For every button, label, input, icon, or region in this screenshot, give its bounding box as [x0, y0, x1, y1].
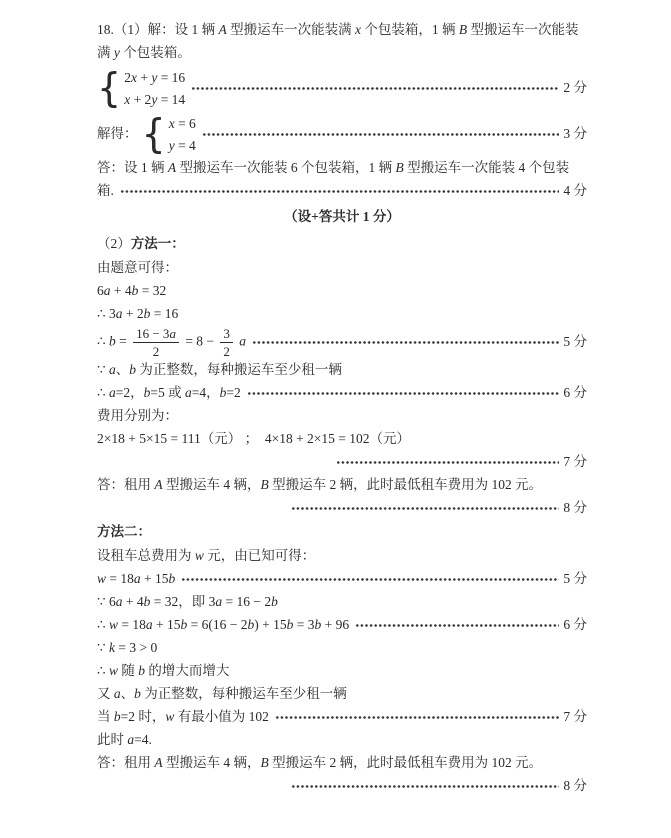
math-variable: x	[130, 69, 137, 85]
text-run: = 16 − 2	[222, 594, 272, 610]
dotted-leader	[181, 573, 559, 586]
text-run: 方法一：	[130, 236, 185, 252]
text-run: （2）	[97, 236, 131, 252]
leader-indent	[97, 786, 285, 787]
math-content	[97, 306, 178, 323]
text-run: 3	[223, 325, 230, 341]
text-line	[97, 706, 587, 729]
math-variable: a	[103, 283, 111, 299]
equation-line	[124, 67, 185, 88]
text-run: 2×18 + 5×15 = 111（元） ； 4×18 + 2×15 = 102（元）	[97, 431, 411, 447]
system-brace: {	[141, 110, 166, 158]
text-run: ) + 15	[254, 617, 287, 633]
math-variable: x	[124, 91, 131, 107]
text-content	[97, 548, 315, 565]
text-run: 当	[97, 709, 114, 725]
heading-title	[97, 524, 151, 539]
text-run: + 96	[321, 617, 350, 633]
text-run: = 8 −	[181, 333, 218, 349]
math-variable: a	[184, 385, 192, 401]
math-variable: b	[113, 709, 121, 725]
math-line	[97, 382, 587, 405]
system-equations	[124, 67, 185, 110]
text-line	[97, 752, 587, 775]
text-run: 、	[120, 686, 135, 702]
text-run: 型搬运车 2 辆，此时最低租车费用为 102 元。	[268, 755, 543, 771]
fraction	[220, 327, 233, 358]
math-variable: b	[168, 571, 176, 587]
math-variable: k	[108, 640, 115, 656]
dotted-leader	[291, 780, 559, 793]
math-variable: b	[131, 283, 139, 299]
text-run: = 16	[157, 69, 186, 85]
math-variable: w	[108, 663, 118, 679]
text-run: + 2	[130, 91, 152, 107]
text-run: （设+答共计 1 分）	[284, 209, 400, 225]
leader-indent	[97, 508, 285, 509]
text-run: 18.（1）解：设 1 辆	[97, 22, 219, 38]
text-line	[97, 683, 587, 706]
math-content	[97, 283, 166, 300]
system-label	[97, 126, 138, 143]
text-run: ∴ 3	[97, 306, 116, 322]
math-variable: y	[168, 137, 175, 153]
math-variable: b	[271, 594, 278, 610]
heading-title	[131, 236, 185, 251]
text-run: + 4	[110, 283, 132, 299]
text-content	[97, 260, 178, 277]
text-run: + 15	[152, 617, 181, 633]
math-variable: B	[458, 22, 468, 38]
math-content	[97, 594, 278, 611]
text-line	[97, 405, 587, 428]
math-content	[97, 640, 157, 657]
dotted-leader	[252, 336, 559, 349]
text-run: 又	[97, 686, 114, 702]
text-run: 费用分别为：	[97, 408, 178, 424]
text-run: 为正整数，每种搬运车至少租一辆	[140, 686, 347, 702]
heading-content	[97, 236, 185, 253]
text-run: ∵	[97, 640, 109, 656]
math-variable: b	[143, 594, 151, 610]
heading-content	[97, 524, 151, 541]
text-content	[97, 408, 178, 425]
text-line	[97, 729, 587, 752]
equation-line	[169, 113, 196, 134]
text-line	[97, 42, 587, 65]
math-variable: b	[129, 362, 136, 378]
math-line	[97, 359, 587, 382]
math-variable: A	[154, 477, 163, 493]
text-run: + 15	[140, 571, 169, 587]
text-run: 解得：	[97, 125, 138, 141]
math-variable: x	[355, 22, 361, 38]
text-run: ∴	[97, 385, 109, 401]
math-variable: x	[168, 115, 175, 131]
math-variable: w	[194, 548, 204, 564]
equation-system	[97, 65, 587, 111]
text-run: =4，	[191, 385, 220, 401]
text-run: 答：租用	[97, 477, 155, 493]
text-run: 2	[124, 69, 131, 85]
text-run: 2	[223, 343, 230, 359]
text-run: ∴	[97, 617, 109, 633]
text-run: 16 − 3	[136, 325, 170, 341]
score-label: 4 分	[563, 183, 587, 199]
dotted-leader	[247, 387, 560, 400]
math-variable: a	[133, 571, 141, 587]
dotted-leader	[291, 502, 559, 515]
text-run: 满	[97, 45, 114, 61]
system-equations	[169, 113, 196, 156]
method-heading	[97, 520, 587, 545]
text-run: 2	[152, 343, 160, 359]
text-content	[97, 160, 569, 177]
text-content	[97, 755, 542, 772]
text-content	[97, 732, 152, 749]
text-run: = 6(16 − 2	[187, 617, 248, 633]
text-run: = 6	[174, 115, 196, 131]
text-line	[97, 180, 587, 203]
score-label: 5 分	[563, 571, 587, 587]
score-leader-line	[97, 497, 587, 520]
text-run: = 18	[117, 617, 146, 633]
text-run: 元，由已知可得：	[203, 548, 316, 564]
method-heading	[97, 232, 587, 257]
text-run: 答：租用	[97, 755, 155, 771]
text-run: = 3	[293, 617, 315, 633]
score-label: 8 分	[563, 778, 587, 794]
math-content	[97, 431, 410, 448]
math-content	[97, 617, 349, 634]
text-run: 个包装箱。	[119, 45, 191, 61]
fraction-denominator	[223, 343, 230, 358]
math-variable: b	[138, 663, 145, 679]
math-variable: b	[143, 385, 151, 401]
math-line	[97, 637, 587, 660]
text-run: 型搬运车 2 辆，此时最低租车费用为 102 元。	[268, 477, 543, 493]
math-content	[97, 571, 175, 588]
text-run: ∴	[97, 333, 109, 349]
math-line	[97, 591, 587, 614]
dotted-leader	[120, 185, 560, 198]
equation-line	[124, 89, 185, 110]
math-variable: b	[180, 617, 188, 633]
math-content	[97, 327, 246, 358]
leader-indent	[97, 462, 330, 463]
math-variable: a	[108, 385, 116, 401]
math-variable: y	[151, 91, 158, 107]
math-variable: a	[115, 306, 123, 322]
math-variable: A	[154, 755, 163, 771]
math-line	[97, 660, 587, 683]
text-run: ∴	[97, 663, 109, 679]
math-variable: b	[108, 333, 116, 349]
math-variable: a	[239, 333, 247, 349]
text-run: =2，	[115, 385, 144, 401]
math-content	[97, 362, 342, 379]
math-variable: A	[218, 22, 227, 38]
math-content	[97, 663, 229, 680]
note-text	[284, 209, 400, 226]
fraction-numerator	[133, 327, 179, 343]
math-variable: A	[167, 160, 177, 176]
text-content	[97, 45, 191, 62]
text-run: = 3 > 0	[114, 640, 158, 656]
math-variable: a	[215, 594, 223, 610]
heading-prefix	[97, 236, 131, 251]
math-variable: b	[286, 617, 294, 633]
math-line	[97, 280, 587, 303]
dotted-leader	[191, 82, 559, 95]
text-run: ∵ 6	[97, 594, 116, 610]
text-run: +	[136, 69, 152, 85]
text-line	[97, 19, 587, 42]
equation-system	[97, 111, 587, 157]
math-variable: y	[151, 69, 158, 85]
math-content	[97, 385, 241, 402]
text-run: + 2	[122, 306, 144, 322]
text-run: 有最小值为 102	[174, 709, 269, 725]
text-run: = 18	[106, 571, 134, 587]
text-line	[97, 157, 587, 180]
math-variable: a	[115, 594, 123, 610]
score-label: 2 分	[563, 79, 587, 95]
text-run: = 32，即 3	[150, 594, 216, 610]
text-run: 此时	[97, 732, 128, 748]
text-run: 、	[115, 362, 130, 378]
math-line	[97, 614, 587, 637]
text-run: =	[115, 333, 131, 349]
system-brace: {	[97, 64, 122, 112]
math-variable: b	[219, 385, 227, 401]
text-run: 的增大而增大	[144, 663, 230, 679]
text-run: 型搬运车一次能装满	[226, 22, 355, 38]
score-label: 7 分	[563, 709, 587, 725]
text-content	[97, 183, 114, 200]
math-variable: B	[395, 160, 404, 176]
math-line	[97, 326, 587, 359]
fraction-numerator	[220, 327, 233, 343]
math-variable: B	[260, 755, 269, 771]
text-run: 个包装箱，1 辆	[361, 22, 459, 38]
math-variable: b	[134, 686, 141, 702]
text-run: 方法二：	[97, 524, 151, 540]
math-variable: w	[108, 617, 118, 633]
dotted-leader	[336, 456, 559, 469]
text-run: 型搬运车一次能装 6 个包装箱，1 辆	[176, 160, 396, 176]
text-content	[97, 22, 579, 39]
math-variable: a	[145, 617, 153, 633]
text-run: 型搬运车 4 辆，	[162, 477, 261, 493]
equation-line	[169, 135, 196, 156]
note-centered	[97, 205, 587, 230]
text-run: =2 时，	[120, 709, 166, 725]
text-content	[97, 709, 269, 726]
text-run: ∵	[97, 362, 109, 378]
dotted-leader	[202, 128, 560, 141]
score-leader-line	[97, 451, 587, 474]
math-variable: a	[108, 362, 116, 378]
math-line	[97, 303, 587, 326]
text-content	[97, 686, 347, 703]
text-line	[97, 474, 587, 497]
text-run: 6	[97, 283, 104, 299]
math-variable: B	[260, 477, 269, 493]
math-variable: y	[113, 45, 120, 61]
math-variable: b	[314, 617, 322, 633]
fraction-denominator	[153, 343, 160, 358]
score-label: 6 分	[563, 385, 587, 401]
text-run: = 14	[157, 91, 186, 107]
text-run: = 4	[174, 137, 196, 153]
math-line	[97, 568, 587, 591]
text-run: 设租车总费用为	[97, 548, 195, 564]
text-run: 型搬运车一次能装	[467, 22, 579, 38]
text-run: 为正整数，每种搬运车至少租一辆	[135, 362, 342, 378]
text-run: 随	[117, 663, 139, 679]
score-leader-line	[97, 775, 587, 798]
text-run: 答：设 1 辆	[97, 160, 168, 176]
score-label: 5 分	[563, 334, 587, 350]
solution-body	[97, 19, 587, 798]
score-label: 8 分	[563, 500, 587, 516]
text-run: =5 或	[150, 385, 185, 401]
math-variable: b	[143, 306, 151, 322]
text-run: =2	[226, 385, 241, 401]
text-run: 箱.	[97, 183, 114, 199]
text-content	[97, 477, 542, 494]
math-variable: w	[165, 709, 175, 725]
text-run: = 16	[150, 306, 179, 322]
text-run: 型搬运车 4 辆，	[162, 755, 261, 771]
dotted-leader	[355, 619, 559, 632]
text-run: 由题意可得：	[97, 260, 178, 276]
text-run: = 32	[138, 283, 167, 299]
math-line	[97, 428, 587, 451]
math-variable: a	[127, 732, 135, 748]
text-run: =4.	[134, 732, 152, 748]
math-variable: b	[247, 617, 255, 633]
text-line	[97, 257, 587, 280]
fraction	[133, 327, 179, 358]
text-run: + 4	[122, 594, 144, 610]
dotted-leader	[275, 711, 559, 724]
score-label: 3 分	[563, 125, 587, 141]
math-variable: a	[169, 325, 176, 341]
math-variable: a	[113, 686, 121, 702]
score-label: 6 分	[563, 617, 587, 633]
score-label: 7 分	[563, 454, 587, 470]
math-variable: w	[97, 571, 107, 587]
text-line	[97, 545, 587, 568]
text-run: 型搬运车一次能装 4 个包装	[403, 160, 570, 176]
